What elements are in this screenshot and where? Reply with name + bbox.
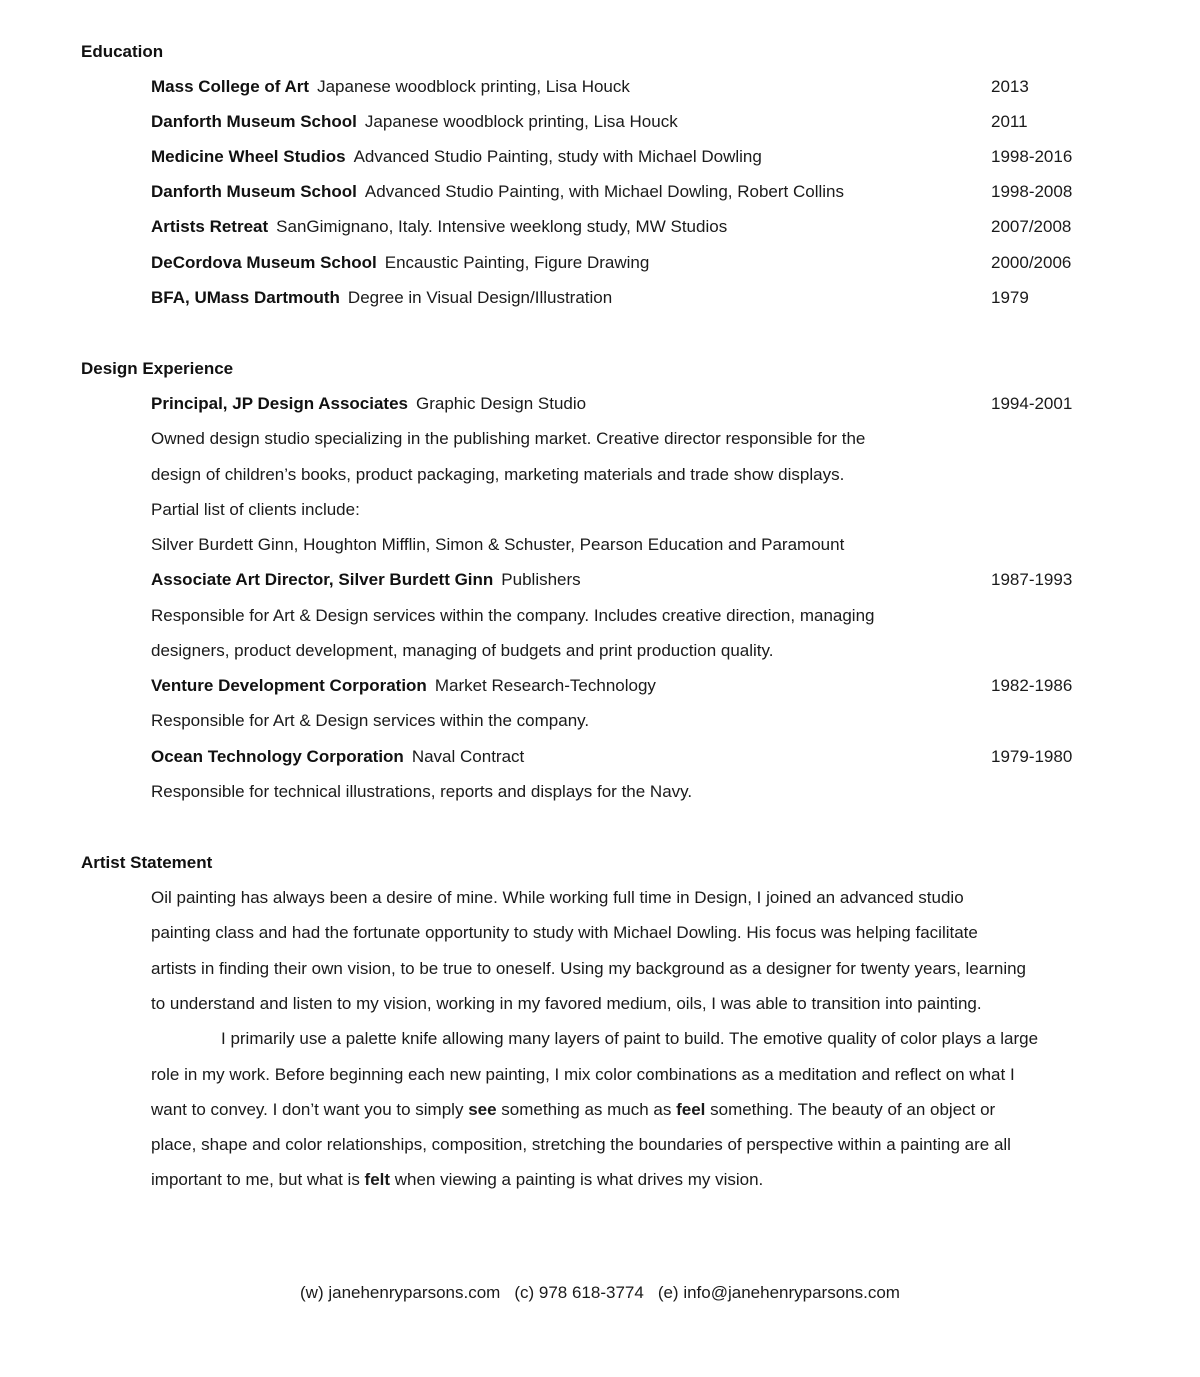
- job-subtitle: Market Research-Technology: [434, 676, 656, 695]
- school-name: DeCordova Museum School: [151, 253, 377, 272]
- job-title: Associate Art Director, Silver Burdett Ginn: [151, 570, 494, 589]
- job-subtitle: Graphic Design Studio: [416, 394, 587, 413]
- education-item: [151, 112, 1111, 132]
- education-detail: Encaustic Painting, Figure Drawing: [384, 253, 650, 272]
- job-year: 1982-1986: [991, 676, 1073, 695]
- phone-number: (c) 978 618-3774: [514, 1283, 644, 1302]
- job-header: [151, 676, 1111, 696]
- statement-line: [151, 1170, 763, 1190]
- statement-text: something. The beauty of an object or: [705, 1100, 996, 1119]
- job-subtitle: Naval Contract: [411, 747, 525, 766]
- school-name: Medicine Wheel Studios: [151, 147, 346, 166]
- job-description-line: Partial list of clients include:: [151, 500, 360, 519]
- education-item: [151, 253, 1111, 273]
- education-year: 1979: [991, 288, 1029, 307]
- statement-line: [151, 1100, 995, 1120]
- education-item: [151, 288, 1111, 308]
- job-header: [151, 747, 1111, 767]
- statement-line: to understand and listen to my vision, working in my favored medium, oils, I was able to transition into painting.: [151, 994, 982, 1013]
- emphasis-feel: feel: [676, 1100, 706, 1119]
- job-header: [151, 570, 1111, 590]
- statement-line: I primarily use a palette knife allowing many layers of paint to build. The emotive quality of color plays a large: [221, 1029, 1039, 1048]
- job-subtitle: Publishers: [501, 570, 581, 589]
- statement-text: when viewing a painting is what drives my vision.: [390, 1170, 764, 1189]
- job-year: 1987-1993: [991, 570, 1073, 589]
- education-year: 1998-2016: [991, 147, 1073, 166]
- education-item: [151, 217, 1111, 237]
- education-year: 1998-2008: [991, 182, 1073, 201]
- school-name: Artists Retreat: [151, 217, 269, 236]
- education-item: [151, 77, 1111, 97]
- education-detail: Japanese woodblock printing, Lisa Houck: [364, 112, 678, 131]
- education-heading: Education: [81, 42, 164, 61]
- education-detail: SanGimignano, Italy. Intensive weeklong study, MW Studios: [276, 217, 728, 236]
- job-description-line: Responsible for Art & Design services within the company. Includes creative direction, managing: [151, 606, 875, 625]
- education-item: [151, 182, 1111, 202]
- job-year: 1994-2001: [991, 394, 1073, 413]
- school-name: Danforth Museum School: [151, 182, 357, 201]
- job-title: Venture Development Corporation: [151, 676, 427, 695]
- education-detail: Advanced Studio Painting, study with Michael Dowling: [353, 147, 762, 166]
- email-link[interactable]: (e) info@janehenryparsons.com: [657, 1283, 900, 1302]
- school-name: Mass College of Art: [151, 77, 310, 96]
- job-header: [151, 394, 1111, 414]
- statement-line: painting class and had the fortunate opportunity to study with Michael Dowling. His focus was helping facilitate: [151, 923, 978, 942]
- emphasis-see: see: [468, 1100, 497, 1119]
- job-description-line: Owned design studio specializing in the publishing market. Creative director responsible for the: [151, 429, 866, 448]
- contact-footer: [0, 1283, 1200, 1303]
- education-year: 2000/2006: [991, 253, 1072, 272]
- school-name: BFA, UMass Dartmouth: [151, 288, 340, 307]
- statement-text: something as much as: [496, 1100, 677, 1119]
- website-link[interactable]: (w) janehenryparsons.com: [300, 1283, 501, 1302]
- job-description-line: design of children’s books, product packaging, marketing materials and trade show displays.: [151, 465, 845, 484]
- statement-line: place, shape and color relationships, composition, stretching the boundaries of perspective within a painting are all: [151, 1135, 1011, 1154]
- education-year: 2007/2008: [991, 217, 1072, 236]
- statement-text: important to me, but what is: [151, 1170, 365, 1189]
- statement-line: Oil painting has always been a desire of mine. While working full time in Design, I joined an advanced studio: [151, 888, 964, 907]
- job-description-line: designers, product development, managing of budgets and print production quality.: [151, 641, 774, 660]
- school-name: Danforth Museum School: [151, 112, 357, 131]
- job-title: Principal, JP Design Associates: [151, 394, 409, 413]
- statement-line: artists in finding their own vision, to be true to oneself. Using my background as a designer for twenty years, learning: [151, 959, 1027, 978]
- education-year: 2013: [991, 77, 1029, 96]
- statement-heading: Artist Statement: [81, 853, 213, 872]
- education-detail: Japanese woodblock printing, Lisa Houck: [317, 77, 630, 96]
- education-detail: Advanced Studio Painting, with Michael Dowling, Robert Collins: [364, 182, 844, 201]
- education-item: [151, 147, 1111, 167]
- emphasis-felt: felt: [364, 1170, 391, 1189]
- job-description-line: Responsible for technical illustrations, reports and displays for the Navy.: [151, 782, 693, 801]
- job-year: 1979-1980: [991, 747, 1073, 766]
- education-year: 2011: [991, 112, 1028, 131]
- job-description-line: Silver Burdett Ginn, Houghton Mifflin, Simon & Schuster, Pearson Education and Paramount: [151, 535, 845, 554]
- experience-heading: Design Experience: [81, 359, 234, 378]
- statement-line: role in my work. Before beginning each new painting, I mix color combinations as a meditation and reflect on what I: [151, 1065, 1015, 1084]
- job-description-line: Responsible for Art & Design services within the company.: [151, 711, 590, 730]
- statement-text: want to convey. I don’t want you to simply: [151, 1100, 469, 1119]
- education-detail: Degree in Visual Design/Illustration: [347, 288, 613, 307]
- job-title: Ocean Technology Corporation: [151, 747, 404, 766]
